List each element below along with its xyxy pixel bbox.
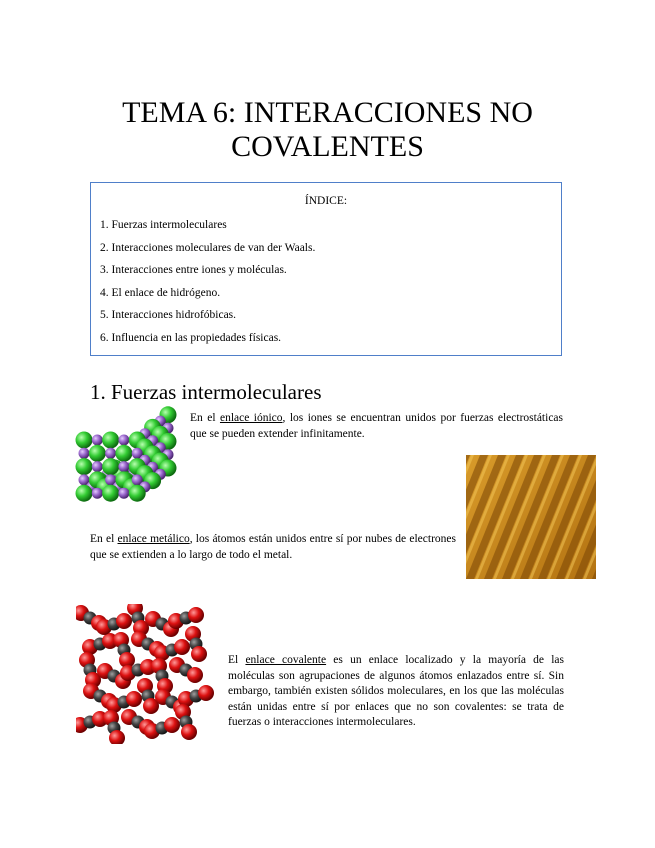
oxygen-atom <box>174 639 190 655</box>
oxygen-atom <box>181 724 197 740</box>
chloride-ion <box>76 458 93 475</box>
ionic-crystal-image <box>68 406 186 514</box>
chloride-ion <box>102 485 119 502</box>
sodium-ion <box>92 488 103 499</box>
sodium-ion <box>92 461 103 472</box>
molecular-crystal-image <box>76 604 228 744</box>
title-line-1: TEMA 6: INTERACCIONES NO <box>122 96 533 129</box>
section-number: 1. <box>90 380 106 404</box>
metallic-text-after: , los átomos están unidos entre sí por nubes de electrones que se extienden a lo largo de todo el metal. <box>90 533 456 561</box>
chloride-ion <box>89 445 106 462</box>
metallic-bond-paragraph <box>90 532 456 563</box>
section-title: Fuerzas intermoleculares <box>111 380 322 404</box>
page-title <box>0 96 655 164</box>
chloride-ion <box>102 458 119 475</box>
oxygen-atom <box>187 667 203 683</box>
section-heading <box>90 380 322 405</box>
chloride-ion <box>129 485 146 502</box>
index-item-2[interactable]: 2. Interacciones moleculares de van der Waals. <box>100 241 316 254</box>
oxygen-atom <box>191 646 207 662</box>
title-line-2: COVALENTES <box>231 130 424 163</box>
metallic-text-before: En el <box>90 533 118 545</box>
oxygen-atom <box>116 613 132 629</box>
sodium-ion <box>118 488 129 499</box>
ionic-text-after: , los iones se encuentran unidos por fuerzas electrostáticas que se pueden extender infinitamente. <box>190 412 564 440</box>
chloride-ion <box>102 432 119 449</box>
oxygen-atom <box>126 691 142 707</box>
index-item-5[interactable]: 5. Interacciones hidrofóbicas. <box>100 309 237 321</box>
covalent-text-before: El <box>228 654 246 666</box>
index-box <box>90 182 562 356</box>
chloride-ion <box>76 485 93 502</box>
metallic-bond-link[interactable]: enlace metálico <box>117 533 190 545</box>
oxygen-atom <box>188 607 204 623</box>
ionic-text-before: En el <box>190 412 220 424</box>
index-item-3[interactable]: 3. Interacciones entre iones y moléculas. <box>100 264 287 276</box>
metal-surface-image <box>466 455 596 579</box>
index-item-6[interactable]: 6. Influencia en las propiedades físicas. <box>100 331 282 344</box>
chloride-ion <box>115 445 132 462</box>
covalent-bond-link[interactable]: enlace covalente <box>245 654 327 666</box>
index-item-1[interactable]: 1. Fuerzas intermoleculares <box>100 219 227 231</box>
chloride-ion <box>76 432 93 449</box>
oxygen-atom <box>198 685 214 701</box>
oxygen-atom <box>164 717 180 733</box>
index-heading: ÍNDICE: <box>304 195 348 207</box>
sodium-ion <box>118 435 129 446</box>
sodium-ion <box>118 461 129 472</box>
ionic-bond-link[interactable]: enlace iónico <box>219 412 283 424</box>
index-item-4[interactable]: 4. El enlace de hidrógeno. <box>100 286 221 299</box>
sodium-ion <box>105 448 116 459</box>
sodium-ion <box>79 448 90 459</box>
ionic-bond-paragraph <box>190 411 563 442</box>
sodium-ion <box>92 435 103 446</box>
covalent-text-after: es un enlace localizado y la mayoría de las moléculas son agrupaciones de algunos átomos enlazados entre sí. Sin embargo, también existen sólidos moleculares, en los que las moléculas están unidas entre sí por enlaces que no son covalentes: se trata de fuerzas o interacciones intermoleculares. <box>228 654 564 728</box>
covalent-bond-paragraph <box>228 653 564 731</box>
